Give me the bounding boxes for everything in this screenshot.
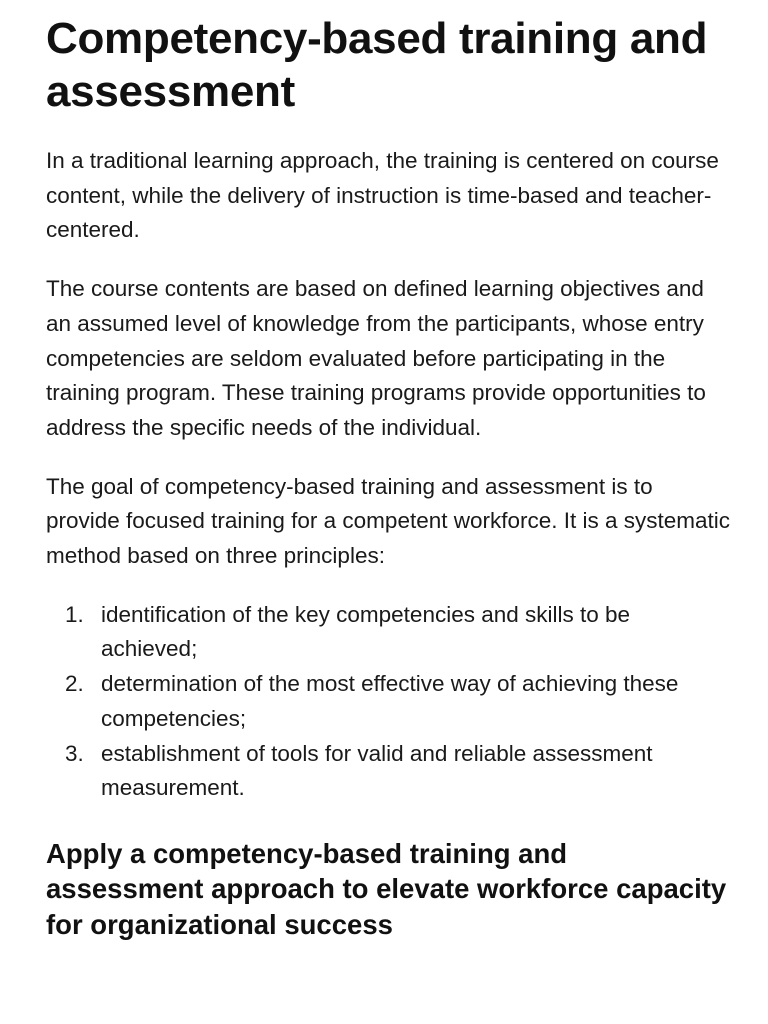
list-item-text: identification of the key competencies and skills to be achieved; [101,601,631,662]
page-title: Competency-based training and assessment [46,14,708,116]
list-item [46,667,732,736]
course-content-paragraph: The course contents are based on defined learning objectives and an assumed level of knowledge from the participants, whose entry competencies are seldom evaluated before participating in the training program. These training programs provide opportunities to address the specific needs of the individual. [46,276,706,440]
list-item-text: determination of the most effective way of achieving these competencies; [101,671,679,731]
section-subheading: Apply a competency-based training and assessment approach to elevate workforce capacity for organizational success [46,837,727,940]
list-item-number: 3. [65,740,84,766]
list-item [46,737,732,806]
list-item-number: 1. [65,601,84,627]
list-item-number: 2. [65,671,84,697]
principles-list [46,598,732,806]
goal-paragraph: The goal of competency-based training and assessment is to provide focused training for a competent workforce. It is a systematic method based on three principles: [46,473,731,569]
list-item-text: establishment of tools for valid and reliable assessment measurement. [101,740,653,801]
list-item [46,598,732,667]
intro-paragraph: In a traditional learning approach, the training is centered on course content, while the delivery of instruction is time-based and teacher-centered. [46,148,719,243]
